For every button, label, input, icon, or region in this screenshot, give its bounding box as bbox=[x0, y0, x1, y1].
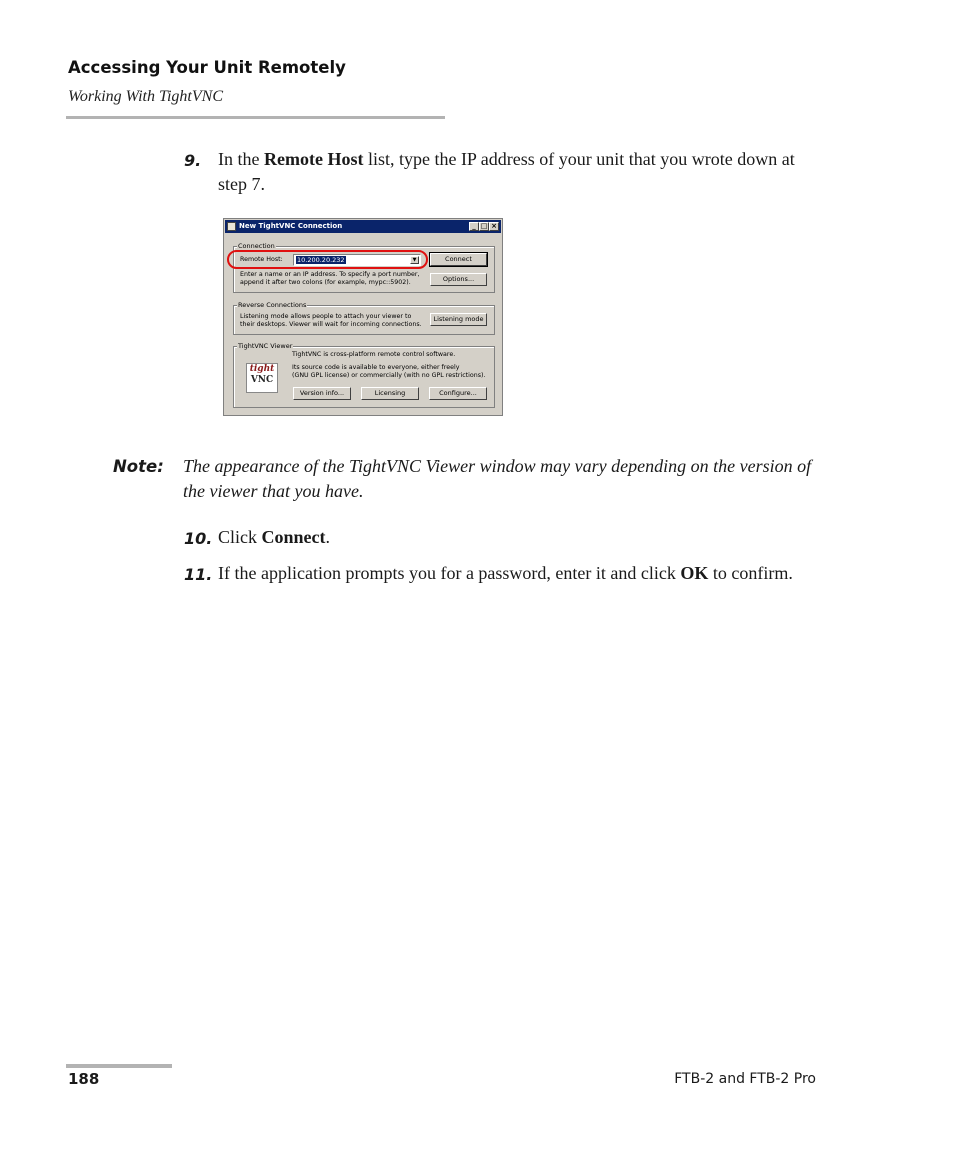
remote-host-hint-line2: append it after two colons (for example, mypc::5902). bbox=[240, 279, 411, 286]
minimize-icon[interactable]: _ bbox=[469, 222, 479, 231]
remote-host-hint-line1: Enter a name or an IP address. To specify a port number, bbox=[240, 271, 420, 278]
close-icon[interactable]: × bbox=[489, 222, 499, 231]
step-9-bold: Remote Host bbox=[263, 149, 364, 169]
options-button[interactable]: Options... bbox=[430, 273, 487, 286]
reverse-text-line2: their desktops. Viewer will wait for incoming connections. bbox=[240, 321, 422, 328]
step-10-bold: Connect bbox=[261, 527, 326, 547]
step-11-text bbox=[218, 561, 828, 586]
listening-mode-button[interactable]: Listening mode bbox=[430, 313, 487, 326]
connect-button[interactable]: Connect bbox=[430, 253, 487, 266]
header-divider bbox=[66, 116, 445, 119]
dropdown-arrow-icon[interactable]: ▼ bbox=[410, 256, 419, 264]
footer-divider bbox=[66, 1064, 172, 1068]
step-11-after: to confirm. bbox=[708, 563, 793, 583]
step-11-before: If the application prompts you for a password, enter it and click bbox=[218, 563, 681, 583]
viewer-text-line1: TightVNC is cross-platform remote control software. bbox=[292, 351, 456, 358]
chapter-title: Accessing Your Unit Remotely bbox=[68, 58, 346, 77]
step-number-11: 11. bbox=[184, 565, 213, 584]
note-label: Note: bbox=[113, 457, 164, 476]
step-10-before: Click bbox=[218, 527, 262, 547]
step-9-after: list, type the IP address of your unit that you wrote down at step 7. bbox=[218, 149, 795, 194]
product-name: FTB-2 and FTB-2 Pro bbox=[674, 1071, 816, 1087]
dialog-title: New TightVNC Connection bbox=[239, 222, 343, 230]
version-info-button[interactable]: Version info... bbox=[293, 387, 351, 400]
step-number-10: 10. bbox=[184, 529, 213, 548]
remote-host-label: Remote Host: bbox=[240, 256, 283, 263]
logo-text-tight: tight bbox=[249, 364, 275, 374]
step-9-before: In the bbox=[218, 149, 264, 169]
reverse-text-line1: Listening mode allows people to attach your viewer to bbox=[240, 313, 412, 320]
dialog-title-bar bbox=[225, 220, 501, 233]
note-text: The appearance of the TightVNC Viewer window may vary depending on the version of the viewer that you have. bbox=[183, 456, 812, 501]
page-number: 188 bbox=[68, 1070, 100, 1088]
red-highlight-circle bbox=[227, 250, 428, 269]
viewer-text-line3: (GNU GPL license) or commercially (with no GPL restrictions). bbox=[292, 372, 486, 379]
step-number-9: 9. bbox=[184, 151, 202, 170]
tightvnc-dialog-screenshot bbox=[223, 218, 503, 416]
step-11-bold: OK bbox=[680, 563, 709, 583]
logo-text-vnc: VNC bbox=[250, 375, 274, 385]
step-10-text bbox=[218, 525, 828, 550]
maximize-icon[interactable]: □ bbox=[480, 222, 488, 230]
remote-host-value: 10.200.20.232 bbox=[297, 256, 345, 264]
licensing-button[interactable]: Licensing bbox=[361, 387, 419, 400]
tightvnc-logo-icon bbox=[246, 363, 278, 393]
step-9-text bbox=[218, 147, 828, 197]
reverse-connections-label: Reverse Connections bbox=[238, 301, 307, 309]
section-title: Working With TightVNC bbox=[68, 88, 223, 105]
connection-group-label: Connection bbox=[238, 242, 275, 250]
tightvnc-viewer-label: TightVNC Viewer bbox=[238, 342, 293, 350]
viewer-text-line2: Its source code is available to everyone, either freely bbox=[292, 364, 460, 371]
tightvnc-app-icon bbox=[227, 222, 236, 231]
configure-button[interactable]: Configure... bbox=[429, 387, 487, 400]
step-10-after: . bbox=[325, 527, 330, 547]
